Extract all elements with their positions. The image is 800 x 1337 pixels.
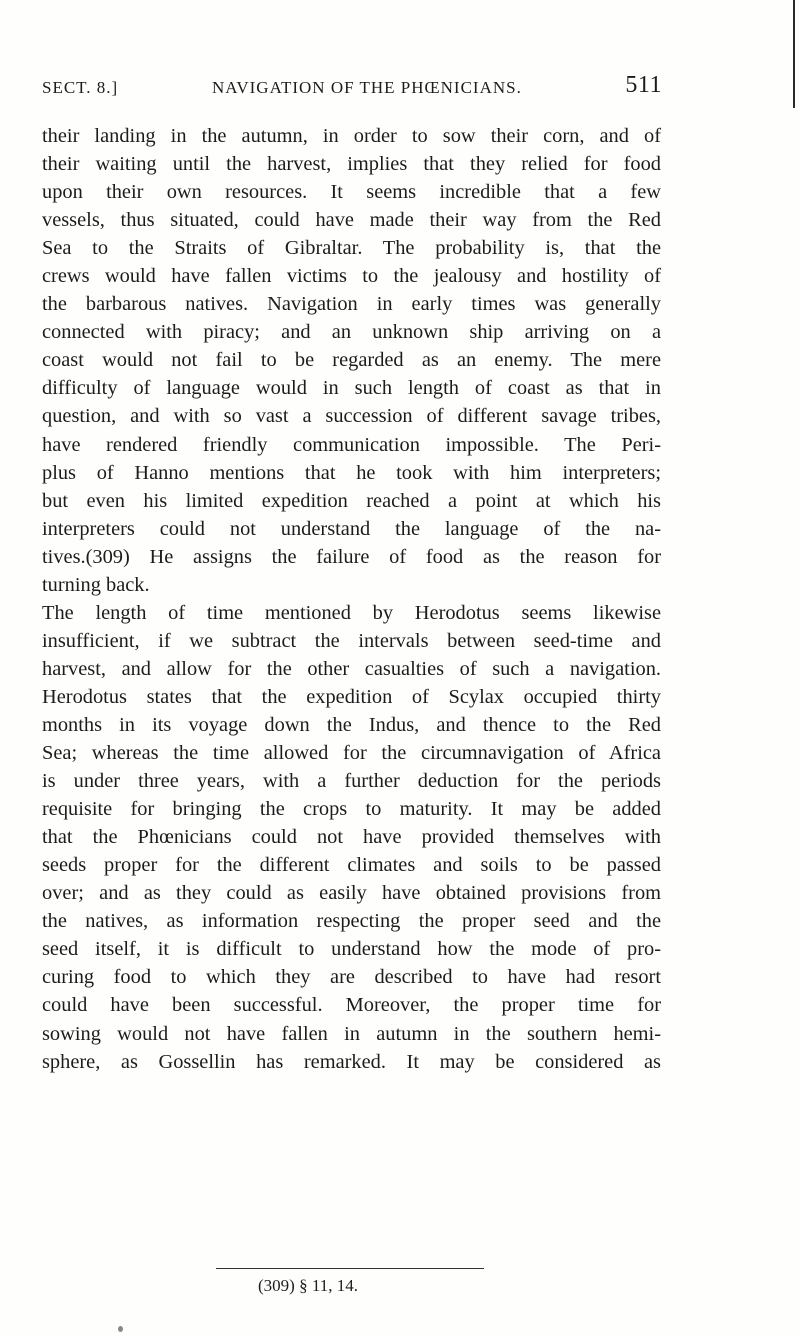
text-line: could have been successful. Moreover, the proper time for [42,994,661,1017]
text-line: vessels, thus situated, could have made their way from the Red [42,209,661,232]
text-line: plus of Hanno mentions that he took with him interpreters; [42,461,661,484]
text-line: upon their own resources. It seems incredible that a few [42,181,661,204]
text-line: Sea to the Straits of Gibraltar. The probability is, that the [42,237,661,260]
text-line: the natives, as information respecting the proper seed and the [42,910,661,933]
text-line: difficulty of language would in such length of coast as that in [42,377,661,400]
text-line: seeds proper for the different climates and soils to be passed [42,854,661,877]
text-line: sowing would not have fallen in autumn in the southern hemi- [42,1022,661,1045]
ink-smudge [118,1326,123,1332]
text-line: interpreters could not understand the language of the na- [42,517,661,540]
text-line: question, and with so vast a succession of different savage tribes, [42,405,661,428]
text-line: harvest, and allow for the other casualties of such a navigation. [42,657,661,680]
running-title: NAVIGATION OF THE PHŒNICIANS. [212,78,522,97]
text-line: that the Phœnicians could not have provided themselves with [42,826,661,849]
text-line: but even his limited expedition reached a point at which his [42,489,661,512]
section-label: SECT. 8.] [42,78,119,97]
text-line: seed itself, it is difficult to understand how the mode of pro- [42,938,661,961]
text-line: coast would not fail to be regarded as an enemy. The mere [42,349,661,372]
text-line: months in its voyage down the Indus, and thence to the Red [42,713,661,736]
text-line: turning back. [42,573,150,596]
text-line: insufficient, if we subtract the intervals between seed-time and [42,629,661,652]
text-line: The length of time mentioned by Herodotus seems likewise [42,601,661,624]
text-line: Sea; whereas the time allowed for the circumnavigation of Africa [42,742,661,765]
footnote: (309) § 11, 14. [258,1276,358,1295]
text-line: connected with piracy; and an unknown ship arriving on a [42,321,661,344]
text-line: have rendered friendly communication impossible. The Peri- [42,433,661,456]
text-line: their waiting until the harvest, implies that they relied for food [42,153,661,176]
text-line: tives.(309) He assigns the failure of food as the reason for [42,545,661,568]
page-number: 511 [625,72,662,98]
text-line: Herodotus states that the expedition of Scylax occupied thirty [42,685,661,708]
body-text [42,122,661,1076]
text-line: crews would have fallen victims to the jealousy and hostility of [42,265,661,288]
text-line: is under three years, with a further deduction for the periods [42,770,661,793]
text-line: their landing in the autumn, in order to sow their corn, and of [42,125,661,147]
footnote-rule [216,1268,484,1269]
page-edge-line [793,0,795,108]
text-line: the barbarous natives. Navigation in early times was generally [42,293,661,316]
text-line: over; and as they could as easily have obtained provisions from [42,882,661,905]
text-line: sphere, as Gossellin has remarked. It may be considered as [42,1050,661,1073]
text-line: requisite for bringing the crops to maturity. It may be added [42,798,661,821]
text-line: curing food to which they are described to have had resort [42,966,661,989]
running-header [42,72,662,106]
